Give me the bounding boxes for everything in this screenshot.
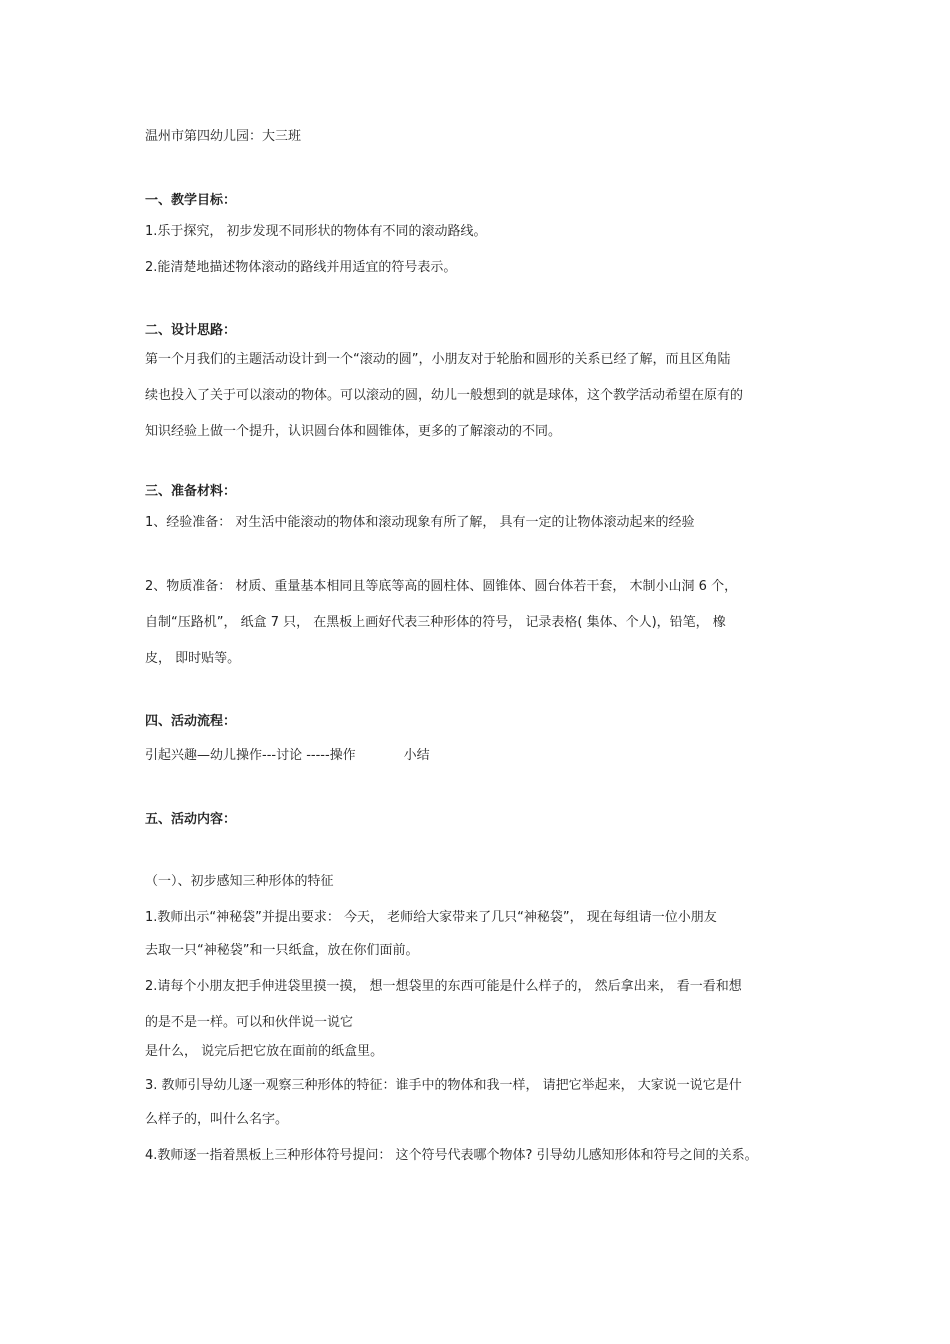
section-3-line-4: 皮， 即时贴等。 — [145, 651, 241, 666]
activity-flow-steps: 引起兴趣—幼儿操作---讨论 -----操作 — [145, 748, 356, 763]
section-5-line-2: 去取一只“神秘袋”和一只纸盒，放在你们面前。 — [145, 943, 419, 958]
section-5-line-3: 2.请每个小朋友把手伸进袋里摸一摸， 想一想袋里的东西可能是什么样子的， 然后拿出来， 看一看和想 — [145, 979, 742, 994]
section-5-line-1: 1.教师出示“神秘袋”并提出要求： 今天， 老师给大家带来了几只“神秘袋”， 现在每组请一位小朋友 — [145, 910, 717, 925]
section-2-line-1: 第一个月我们的主题活动设计到一个“滚动的圆”，小朋友对于轮胎和圆形的关系已经了解，而且区角陆 — [145, 352, 731, 367]
section-5-line-6: 3. 教师引导幼儿逐一观察三种形体的特征：谁手中的物体和我一样， 请把它举起来， 大家说一说它是什 — [145, 1078, 742, 1093]
school-title: 温州市第四幼儿园：大三班 — [145, 129, 302, 144]
activity-flow — [145, 747, 430, 765]
section-3-line-1: 1、经验准备： 对生活中能滚动的物体和滚动现象有所了解， 具有一定的让物体滚动起来的经验 — [145, 515, 695, 530]
section-1-line-1: 1.乐于探究， 初步发现不同形状的物体有不同的滚动路线。 — [145, 224, 487, 239]
section-5-heading: 五、活动内容： — [145, 812, 237, 827]
section-3-line-3: 自制“压路机”， 纸盒 7 只， 在黑板上画好代表三种形体的符号， 记录表格( 集体、个人)，铅笔， 橡 — [145, 615, 726, 630]
section-1-line-2: 2.能清楚地描述物体滚动的路线并用适宜的符号表示。 — [145, 260, 457, 275]
section-5-line-4: 的是不是一样。可以和伙伴说一说它 — [145, 1015, 354, 1030]
section-2-heading: 二、设计思路： — [145, 323, 237, 338]
section-2-line-3: 知识经验上做一个提升，认识圆台体和圆锥体，更多的了解滚动的不同。 — [145, 424, 562, 439]
section-3-heading: 三、准备材料： — [145, 484, 237, 499]
section-4-heading: 四、活动流程： — [145, 714, 237, 729]
section-5-line-7: 么样子的，叫什么名字。 — [145, 1112, 289, 1127]
section-5-line-8: 4.教师逐一指着黑板上三种形体符号提问： 这个符号代表哪个物体? 引导幼儿感知形体和符号之间的关系。 — [145, 1148, 758, 1163]
section-3-line-2: 2、物质准备： 材质、重量基本相同且等底等高的圆柱体、圆锥体、圆台体若干套， 木制小山洞 6 个， — [145, 579, 738, 594]
section-5-line-5: 是什么， 说完后把它放在面前的纸盒里。 — [145, 1044, 384, 1059]
activity-flow-summary: 小结 — [403, 748, 430, 763]
section-5-subheading: （一）、初步感知三种形体的特征 — [145, 874, 334, 889]
section-1-heading: 一、教学目标： — [145, 193, 237, 208]
section-2-line-2: 续也投入了关于可以滚动的物体。可以滚动的圆，幼儿一般想到的就是球体，这个教学活动希望在原有的 — [145, 388, 744, 403]
